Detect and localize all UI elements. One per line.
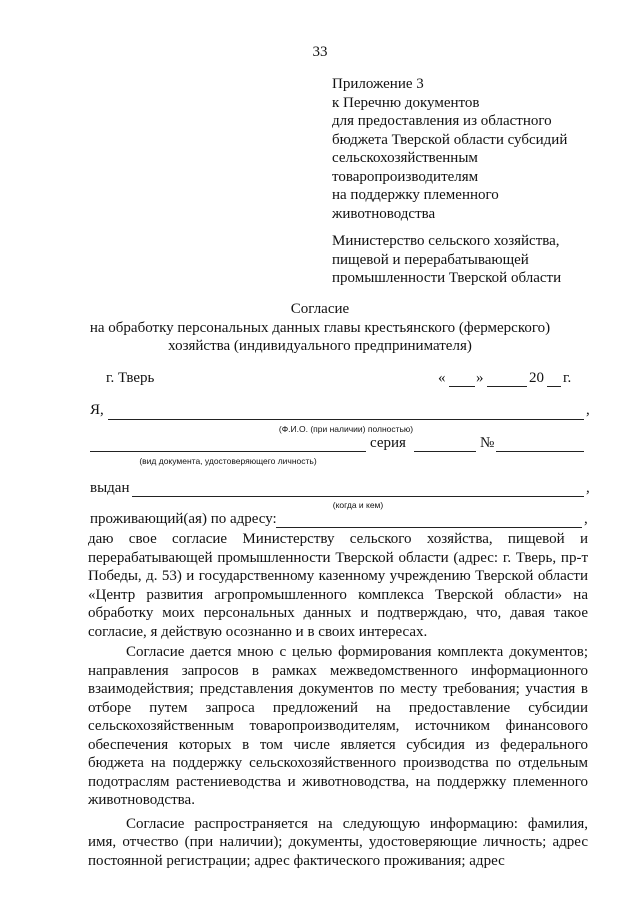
year-blank[interactable] <box>547 386 561 387</box>
appendix-line: бюджета Тверской области субсидий <box>332 131 568 148</box>
issued-label: выдан <box>90 480 130 496</box>
fio-caption: (Ф.И.О. (при наличии) полностью) <box>278 424 414 434</box>
day-blank[interactable] <box>449 386 475 387</box>
city: г. Тверь <box>106 370 155 386</box>
number-label: № <box>480 435 495 451</box>
series-field[interactable] <box>414 451 476 452</box>
document-type-field[interactable] <box>90 451 366 452</box>
issued-comma: , <box>586 480 590 496</box>
title-line-2: на обработку персональных данных главы крестьянского (фермерского) <box>89 319 551 336</box>
title-line-1: Согласие <box>290 301 350 317</box>
appendix-line: сельскохозяйственным <box>332 150 478 166</box>
appendix-line: к Перечню документов <box>332 94 480 111</box>
addressee-line: пищевой и перерабатывающей <box>332 251 529 268</box>
address-comma: , <box>584 511 588 527</box>
addressee-line: промышленности Тверской области <box>332 270 562 286</box>
year-suffix: г. <box>563 370 572 386</box>
number-field[interactable] <box>496 451 584 452</box>
date-close-quote: » <box>476 370 484 386</box>
issued-field[interactable] <box>132 496 584 497</box>
consent-paragraph: даю свое согласие Министерству сельского хозяйства, пищевой и перерабатывающей промышленности Тверской области (адрес: г. Тверь, пр-т Победы, д. 53) и государственному казенному учреждению Тверской области «Центр развития агропромышленного комплекса Тверской области» на обработку моих персональных данных и подтверждаю, что, давая такое согласие, я действую осознанно и в своих интересах. <box>88 531 588 640</box>
address-field[interactable] <box>276 527 582 528</box>
addressee-block <box>332 232 561 288</box>
date-open-quote: « <box>438 370 446 386</box>
fio-field[interactable] <box>108 419 584 420</box>
scope-paragraph: Согласие распространяется на следующую информацию: фамилия, имя, отчество (при наличии); документы, удостоверяющие личность; адрес постоянной регистрации; адрес фактического проживания; адрес <box>88 815 588 869</box>
appendix-line: животноводства <box>332 205 436 222</box>
appendix-line: для предоставления из областного <box>332 113 552 129</box>
document-title <box>0 300 640 356</box>
addressee-line: Министерство сельского хозяйства, <box>332 233 560 249</box>
appendix-header <box>332 75 567 223</box>
fio-comma: , <box>586 402 590 418</box>
appendix-line: Приложение 3 <box>332 76 424 92</box>
page-number: 33 <box>312 44 328 60</box>
body-text <box>88 530 588 870</box>
address-label: проживающий(ая) по адресу: <box>90 511 277 527</box>
issued-caption: (когда и кем) <box>332 500 384 510</box>
appendix-line: на поддержку племенного <box>332 187 499 203</box>
title-line-3: хозяйства (индивидуального предпринимателя) <box>168 338 472 354</box>
purpose-paragraph: Согласие дается мною с целью формирования комплекта документов; направления запросов в рамках межведомственного информационного взаимодействия; представления документов по месту требования; участия в отборе путем запроса предложений на предоставление субсидии сельскохозяйственным товаропроизводителям, источником финансового обеспечения которых в том числе является субсидия из федерального бюджета на поддержку сельскохозяйственного производства по отдельным подотраслям растениеводства и животноводства, на поддержку племенного животноводства. <box>88 644 588 808</box>
document-type-caption: (вид документа, удостоверяющего личность) <box>139 456 317 466</box>
month-blank[interactable] <box>487 386 527 387</box>
year-prefix: 20 <box>529 370 544 386</box>
ya-label: Я, <box>90 402 104 418</box>
appendix-line: товаропроизводителям <box>332 168 479 185</box>
series-label: серия <box>370 435 406 451</box>
